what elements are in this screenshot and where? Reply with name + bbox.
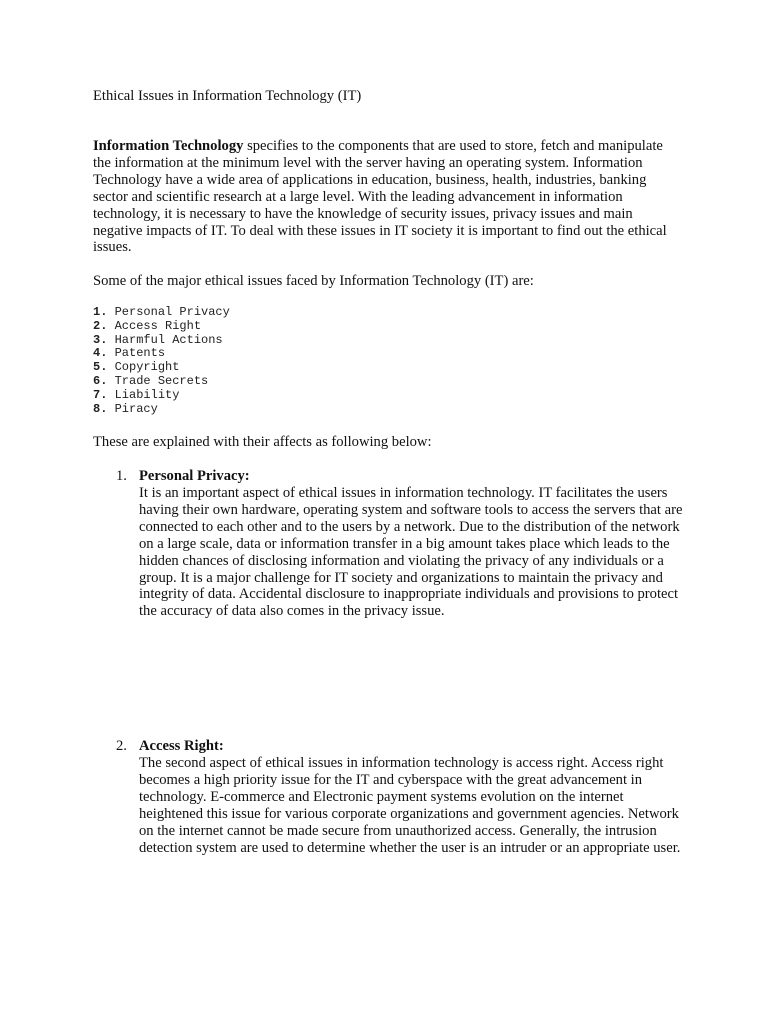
issues-list [93,306,230,416]
list-item-number: 6. [93,373,108,388]
list-item-number: 1. [93,305,108,319]
issues-lead-text: Some of the major ethical issues faced by Information Technology (IT) are: [93,273,534,289]
list-item [93,334,230,348]
section-personal-privacy [116,468,686,620]
list-item [93,361,230,375]
intro-bold-term: Information Technology [93,138,244,154]
list-item-label: Access Right [114,318,202,333]
document-title: Ethical Issues in Information Technology (IT) [93,88,362,104]
section-heading [116,468,686,485]
section-number: 1. [116,468,127,484]
list-item [93,306,230,320]
list-item-label: Liability [114,387,180,402]
list-item-label: Patents [114,346,166,361]
list-item [93,347,230,361]
list-item [93,320,230,334]
section-access-right [116,738,686,856]
list-item-label: Harmful Actions [114,332,223,347]
section-title: Access Right: [139,738,224,754]
list-item-label: Piracy [114,401,158,416]
list-item-number: 7. [93,387,108,402]
explained-lead-text: These are explained with their affects as following below: [93,434,432,450]
intro-text: specifies to the components that are used to store, fetch and manipulate the information at the minimum level with the server having an operating system. Information Technology have a wide area of applications in education, business, health, industries, banking sector and scientific research at a large level. With the leading advancement in information technology, it is necessary to have the knowledge of security issues, privacy issues and main negative impacts of IT. To deal with these issues in IT society it is important to find out the ethical issues. [93,138,667,256]
list-item-number: 2. [93,318,108,333]
list-item-label: Trade Secrets [114,373,209,388]
list-item-number: 5. [93,360,108,375]
list-item-number: 3. [93,332,108,347]
list-item-number: 4. [93,346,108,361]
intro-paragraph [93,138,683,256]
section-number: 2. [116,738,127,754]
list-item-number: 8. [93,401,108,416]
list-item [93,403,230,417]
section-body: It is an important aspect of ethical issues in information technology. IT facilitates the users having their own hardware, operating system and software tools to access the servers that are connected to each other and to the users by a network. Due to the distribution of the network on a large scale, data or information transfer in a big amount takes place which leads to the hidden chances of disclosing information and violating the privacy of any individuals or a group. It is a major challenge for IT society and organizations to maintain the privacy and integrity of data. Accidental disclosure to inappropriate individuals and provisions to protect the accuracy of data also comes in the privacy issue. [139,485,683,620]
list-item [93,389,230,403]
list-item-label: Personal Privacy [114,305,230,319]
section-title: Personal Privacy: [139,468,250,484]
list-item [93,375,230,389]
section-body: The second aspect of ethical issues in information technology is access right. Access right becomes a high priority issue for the IT and cyberspace with the great advancement in technology. E-commerce and Electronic payment systems evolution on the internet heightened this issue for various corporate organizations and government agencies. Network on the internet cannot be made secure from unauthorized access. Generally, the intrusion detection system are used to determine whether the user is an intruder or an appropriate user. [139,755,681,856]
list-item-label: Copyright [114,360,180,375]
section-heading [116,738,686,755]
